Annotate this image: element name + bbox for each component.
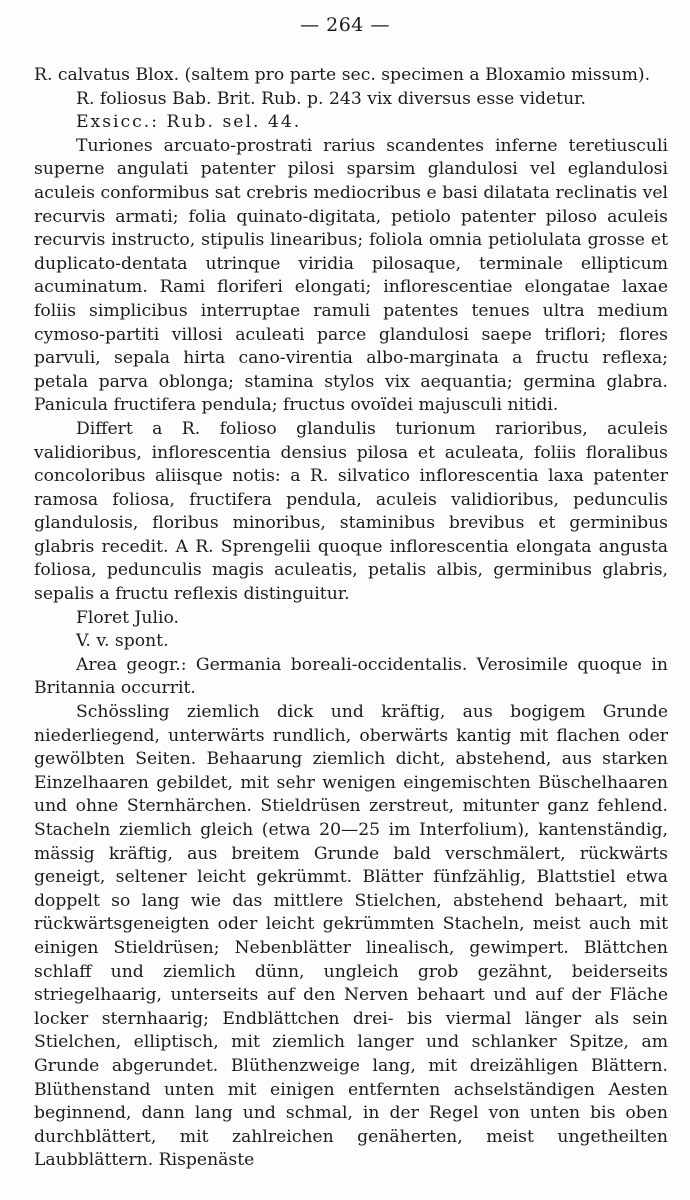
exsiccata-reference: Exsicc.: Rub. sel. 44. [76,112,302,133]
geographic-area: Area geogr.: Germania boreali-occidentalis. Verosimile quoque in Britannia occurrit. [34,654,668,699]
synonym-foliosus: R. foliosus Bab. Brit. Rub. p. 243 vix diversus esse videtur. [76,88,586,109]
page-body [34,64,668,1173]
latin-differentiation: Differt a R. folioso glandulis turionum rarioribus, aculeis validioribus, inflorescentia densius pilosa et aculeata, foliis floralibus concoloribus aliisque notis: a R. silvatico inflorescentia laxa patenter ramosa foliosa, fructifera pendula, aculeis validioribus, pedunculis glandulosis, floribus minoribus, staminibus brevibus et germinibus glabris recedit. A R. Sprengelii quoque inflorescentia elongata angusta foliosa, pedunculis magis aculeatis, petalis albis, germinibus glabris, sepalis a fructu reflexis distinguitur. [34,418,668,605]
observation-note: V. v. spont. [76,631,169,652]
german-description: Schössling ziemlich dick und kräftig, aus bogigem Grunde niederliegend, unterwärts rundlich, oberwärts kantig mit flachen oder gewölbten Seiten. Behaarung ziemlich dicht, abstehend, aus starken Einzelhaaren gebildet, mit sehr wenigen eingemischten Büschelhaaren und ohne Sternhärchen. Stieldrüsen zerstreut, mitunter ganz fehlend. Stacheln ziemlich gleich (etwa 20—25 im Interfolium), kantenständig, mässig kräftig, aus breitem Grunde bald verschmälert, rückwärts geneigt, seltener leicht gekrümmt. Blätter fünfzählig, Blattstiel etwa doppelt so lang wie das mittlere Stielchen, abstehend behaart, mit rückwärtsgeneigten oder leicht gekrümmten Stacheln, meist auch mit einigen Stieldrüsen; Nebenblätter linealisch, gewimpert. Blättchen schlaff und ziemlich dünn, ungleich grob gezähnt, beiderseits striegelhaarig, unterseits auf den Nerven behaart und auf der Fläche locker sternhaarig; Endblättchen drei- bis viermal länger als sein Stielchen, elliptisch, mit ziemlich langer und schlanker Spitze, am Grunde abgerundet. Blüthenzweige lang, mit dreizähligen Blättern. Blüthenstand unten mit einigen entfernten achselständigen Aesten beginnend, dann lang und schmal, in der Regel von unten bis oben durchblättert, mit zahlreichen genäherten, meist ungetheilten Laubblättern. Rispenäste [34,702,668,1171]
synonym-calvatus: R. calvatus Blox. (saltem pro parte sec. specimen a Bloxamio missum). [34,65,651,85]
page-number: — 264 — [300,14,390,36]
flowering-time: Floret Julio. [76,607,179,628]
latin-description: Turiones arcuato-prostrati rarius scandentes inferne teretiusculi superne angulati patenter pilosi sparsim glandulosi vel eglandulosi aculeis conformibus sat crebris mediocribus e basi dilatata reclinatis vel recurvis armati; folia quinato-digitata, petiolo patenter piloso aculeis recurvis instructo, stipulis linearibus; foliola omnia petiolulata grosse et duplicato-dentata utrinque viridia pilosaque, terminale ellipticum acuminatum. Rami floriferi elongati; inflorescentiae elongatae laxae foliis simplicibus interruptae ramuli patentes tenues ultra medium cymoso-partiti villosi aculeati parce glandulosi saepe triflori; flores parvuli, sepala hirta cano-virentia albo-marginata a fructu reflexa; petala parva oblonga; stamina stylos vix aequantia; germina glabra. Panicula fructifera pendula; fructus ovoïdei majusculi nitidi. [34,135,668,416]
